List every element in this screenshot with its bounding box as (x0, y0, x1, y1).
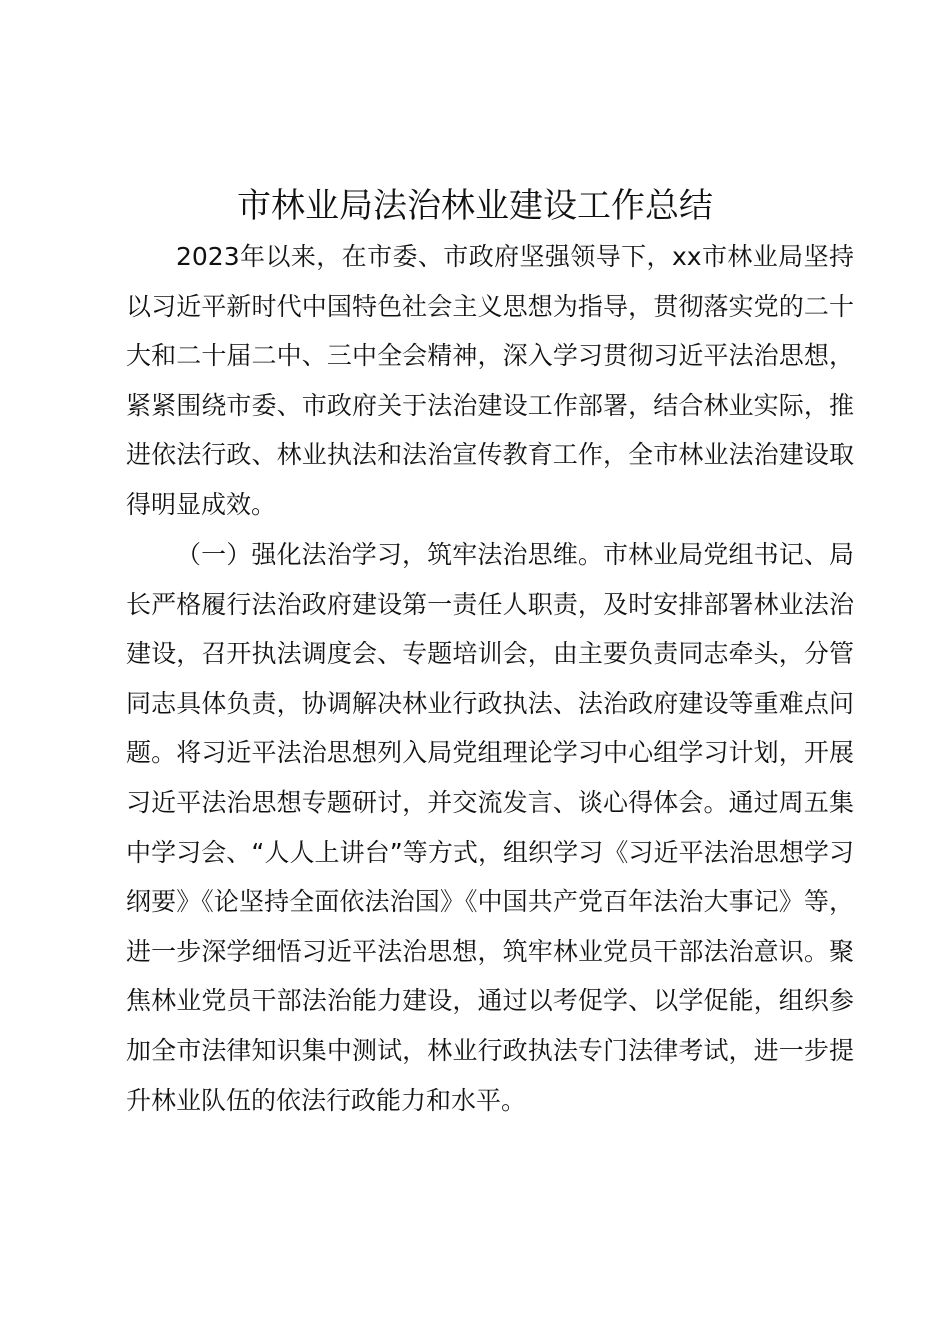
document-title: 市林业局法治林业建设工作总结 (237, 186, 713, 226)
section-one-paragraph: （一）强化法治学习，筑牢法治思维。市林业局党组书记、局长严格履行法治政府建设第一责任人职责，及时安排部署林业法治建设，召开执法调度会、专题培训会，由主要负责同志牵头，分管同志具体负责，协调解决林业行政执法、法治政府建设等重难点问题。将习近平法治思想列入局党组理论学习中心组学习计划，开展习近平法治思想专题研讨，并交流发言、谈心得体会。通过周五集中学习会、“人人上讲台”等方式，组织学习《习近平法治思想学习纲要》《论坚持全面依法治国》《中国共产党百年法治大事记》等，进一步深学细悟习近平法治思想，筑牢林业党员干部法治意识。聚焦林业党员干部法治能力建设，通过以考促学、以学促能，组织参加全市法律知识集中测试，林业行政执法专门法律考试，进一步提升林业队伍的依法行政能力和水平。 (126, 540, 854, 1115)
intro-paragraph: 2023年以来，在市委、市政府坚强领导下，xx市林业局坚持以习近平新时代中国特色社会主义思想为指导，贯彻落实党的二十大和二十届二中、三中全会精神，深入学习贯彻习近平法治思想，紧紧围绕市委、市政府关于法治建设工作部署，结合林业实际，推进依法行政、林业执法和法治宣传教育工作，全市林业法治建设取得明显成效。 (126, 242, 854, 519)
